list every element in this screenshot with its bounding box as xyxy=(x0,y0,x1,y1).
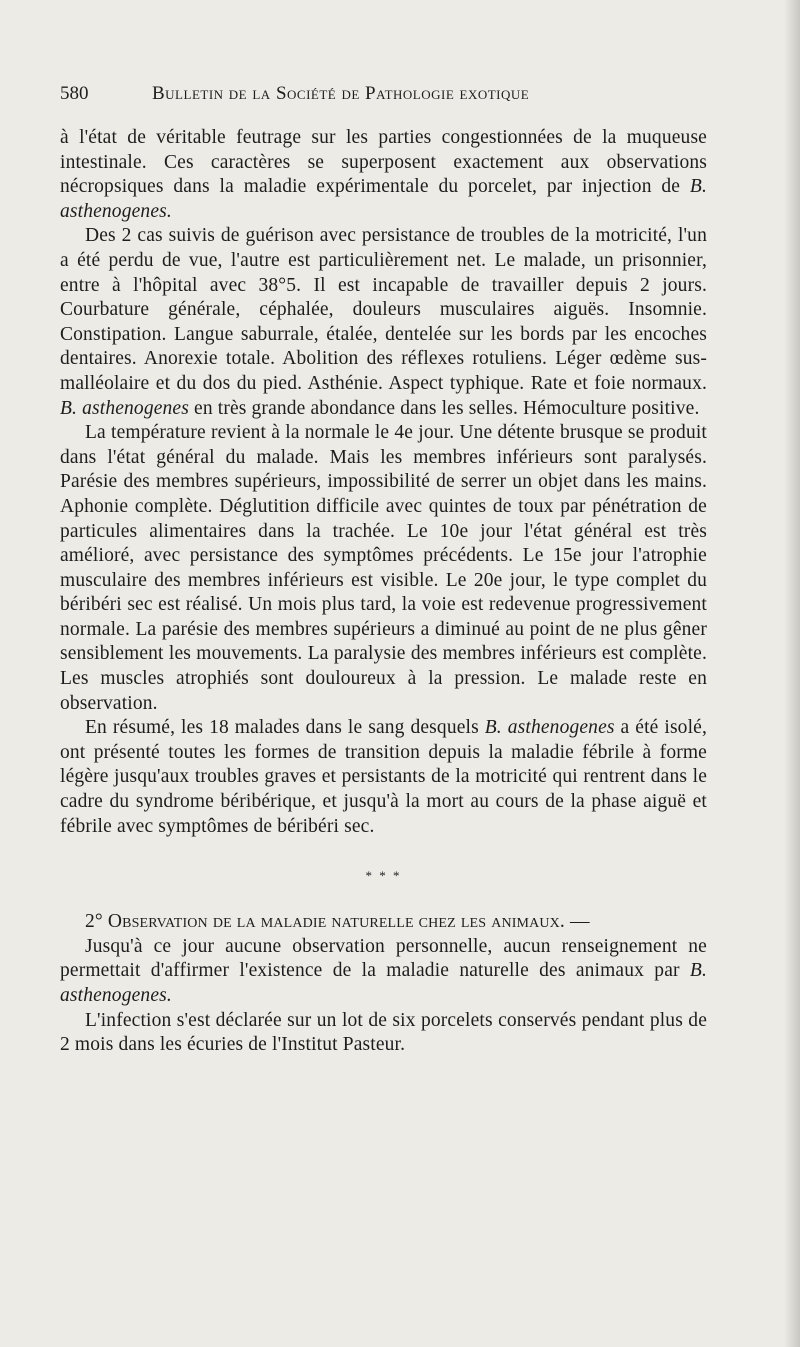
paragraph-4-text-a: En résumé, les 18 malades dans le sang desquels xyxy=(85,717,479,739)
body-text xyxy=(60,126,707,1058)
paragraph-2 xyxy=(60,224,707,421)
species-name: B. asthenogenes. xyxy=(60,960,708,1006)
paragraph-4 xyxy=(60,716,707,839)
paragraph-6 xyxy=(60,1009,707,1058)
page-edge-shadow xyxy=(784,0,800,1347)
species-name: B. asthenogenes xyxy=(60,397,189,419)
section-separator: * * * xyxy=(365,868,402,884)
species-name: B. asthenogenes. xyxy=(60,176,707,222)
paragraph-5-text: Jusqu'à ce jour aucune observation personnelle, aucun renseignement ne permettait d'affirmer l'existence de la maladie naturelle des animaux par xyxy=(60,935,707,982)
paragraph-1 xyxy=(60,126,707,224)
section-heading xyxy=(60,910,707,935)
paragraph-4-text-b: a été isolé, ont présenté toutes les formes de transition depuis la maladie fébrile à forme légère jusqu'aux troubles graves et persistants de la motricité qui rentrent dans le cadre du syndrome béribérique, et jusqu'à la mort au cours de la phase aiguë et fébrile avec symptômes de béribéri sec. xyxy=(60,717,707,837)
running-header xyxy=(60,82,707,106)
page-number: 580 xyxy=(60,83,89,104)
running-title: Bulletin de la Société de Pathologie exotique xyxy=(152,83,530,104)
paragraph-6-text: L'infection s'est déclarée sur un lot de six porcelets conservés pendant plus de 2 mois dans les écuries de l'Institut Pasteur. xyxy=(60,1009,707,1056)
paragraph-2-text-b: en très grande abondance dans les selles. Hémoculture positive. xyxy=(194,397,700,419)
paragraph-1-text: à l'état de véritable feutrage sur les parties congestionnées de la muqueuse intestinale. Ces caractères se superposent exactement aux observations nécropsiques dans la maladie expérimentale du porcelet, par injection de xyxy=(60,127,707,198)
paragraph-5 xyxy=(60,935,707,1009)
paragraph-3 xyxy=(60,421,707,716)
species-name: B. asthenogenes xyxy=(484,717,615,739)
paragraph-2-text-a: Des 2 cas suivis de guérison avec persistance de troubles de la motricité, l'un a été perdu de vue, l'autre est particulièrement net. Le malade, un prisonnier, entre à l'hôpital avec 38°5. Il est incapable de travailler depuis 2 jours. Courbature générale, céphalée, douleurs musculaires aiguës. Insomnie. Constipation. Langue saburrale, étalée, dentelée sur les bords par les encoches dentaires. Anorexie totale. Abolition des réflexes rotuliens. Léger œdème sus-malléolaire et du dos du pied. Asthénie. Aspect typhique. Rate et foie normaux. xyxy=(60,225,707,394)
paragraph-3-text: La température revient à la normale le 4e jour. Une détente brusque se produit dans l'état général du malade. Mais les membres inférieurs sont paralysés. Parésie des membres supérieurs, impossibilité de serrer un objet dans les mains. Aphonie complète. Déglutition difficile avec quintes de toux par pénétration de particules alimentaires dans la trachée. Le 10e jour l'état général est très amélioré, avec persistance des symptômes précédents. Le 15e jour l'atrophie musculaire des membres inférieurs est visible. Le 20e jour, le type complet du béribéri sec est réalisé. Un mois plus tard, la voie est redevenue progressivement normale. La parésie des membres supérieurs a diminué au point de ne plus gêner sensiblement les mouvements. La paralysie des membres inférieurs est complète. Les muscles atrophiés sont douloureux à la pression. Le malade reste en observation. xyxy=(60,422,707,714)
section-heading-text: 2° Observation de la maladie naturelle chez les animaux. — xyxy=(85,911,590,933)
